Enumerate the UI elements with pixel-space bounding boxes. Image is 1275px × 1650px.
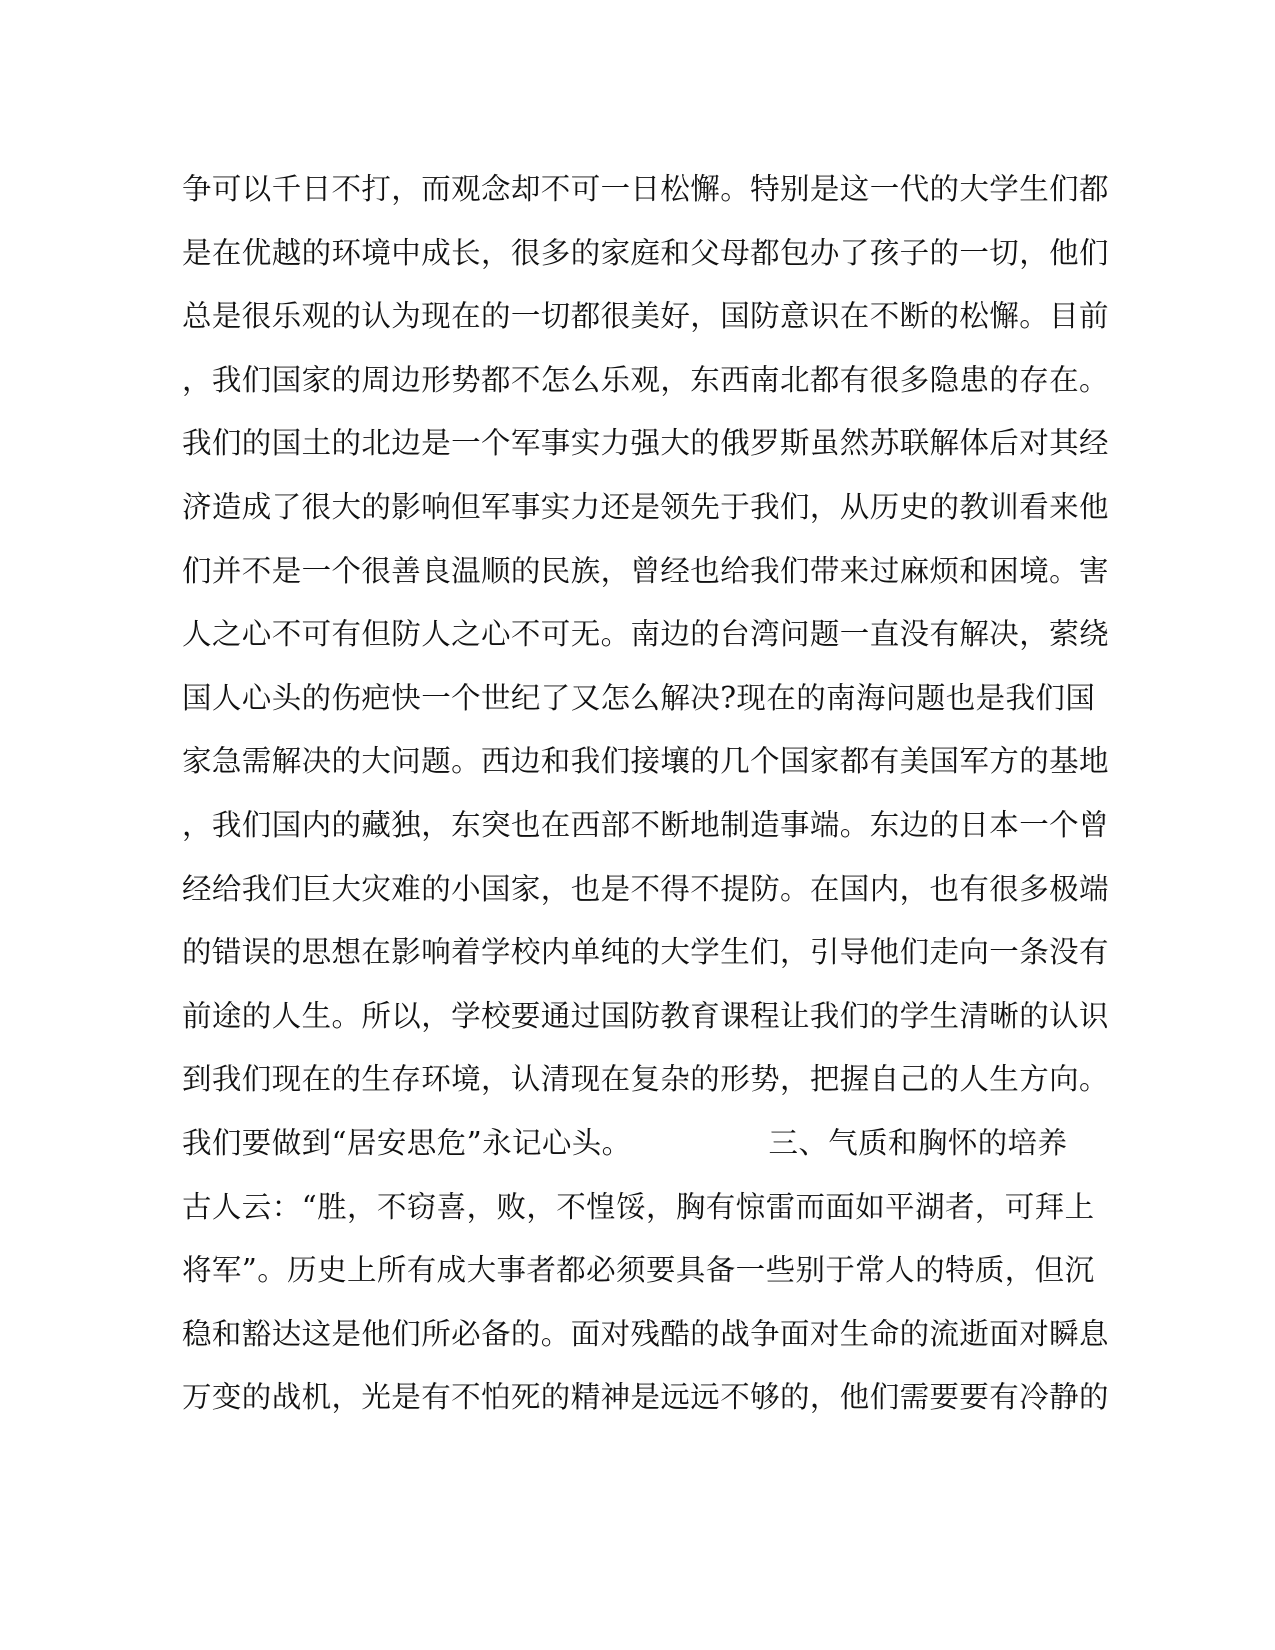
text-line: 人之心不可有但防人之心不可无。南边的台湾问题一直没有解决，萦绕 [182, 617, 1109, 652]
text-line: 稳和豁达这是他们所必备的。面对残酷的战争面对生命的流逝面对瞬息 [182, 1316, 1109, 1351]
text-line: 的错误的思想在影响着学校内单纯的大学生们，引导他们走向一条没有 [182, 935, 1109, 970]
text-line: 总是很乐观的认为现在的一切都很美好，国防意识在不断的松懈。目前 [182, 299, 1109, 334]
text-line: 济造成了很大的影响但军事实力还是领先于我们，从历史的教训看来他 [182, 489, 1109, 524]
text-line: 万变的战机，光是有不怕死的精神是远远不够的，他们需要要有冷静的 [182, 1380, 1109, 1415]
text-line: 我们要做到“居安思危”永记心头。 三、气质和胸怀的培养 [182, 1125, 1068, 1160]
text-line: ，我们国家的周边形势都不怎么乐观，东西南北都有很多隐患的存在。 [182, 362, 1109, 397]
text-line: 古人云：“胜，不窃喜，败，不惶馁，胸有惊雷而面如平湖者，可拜上 [182, 1189, 1095, 1224]
body-text [182, 158, 1109, 1430]
text-line: 经给我们巨大灾难的小国家，也是不得不提防。在国内，也有很多极端 [182, 871, 1109, 906]
text-line: 我们的国土的北边是一个军事实力强大的俄罗斯虽然苏联解体后对其经 [182, 426, 1109, 461]
text-line: 将军”。历史上所有成大事者都必须要具备一些别于常人的特质，但沉 [182, 1253, 1095, 1288]
text-line: 国人心头的伤疤快一个世纪了又怎么解决?现在的南海问题也是我们国 [182, 680, 1096, 715]
text-line: ，我们国内的藏独，东突也在西部不断地制造事端。东边的日本一个曾 [182, 807, 1109, 842]
text-line: 争可以千日不打，而观念却不可一日松懈。特别是这一代的大学生们都 [182, 172, 1109, 206]
text-line: 们并不是一个很善良温顺的民族，曾经也给我们带来过麻烦和困境。害 [182, 553, 1109, 588]
text-line: 到我们现在的生存环境，认清现在复杂的形势，把握自己的人生方向。 [182, 1062, 1109, 1097]
text-line: 前途的人生。所以，学校要通过国防教育课程让我们的学生清晰的认识 [182, 998, 1109, 1033]
text-line: 家急需解决的大问题。西边和我们接壤的几个国家都有美国军方的基地 [182, 744, 1109, 779]
text-line: 是在优越的环境中成长，很多的家庭和父母都包办了孩子的一切，他们 [182, 235, 1109, 270]
